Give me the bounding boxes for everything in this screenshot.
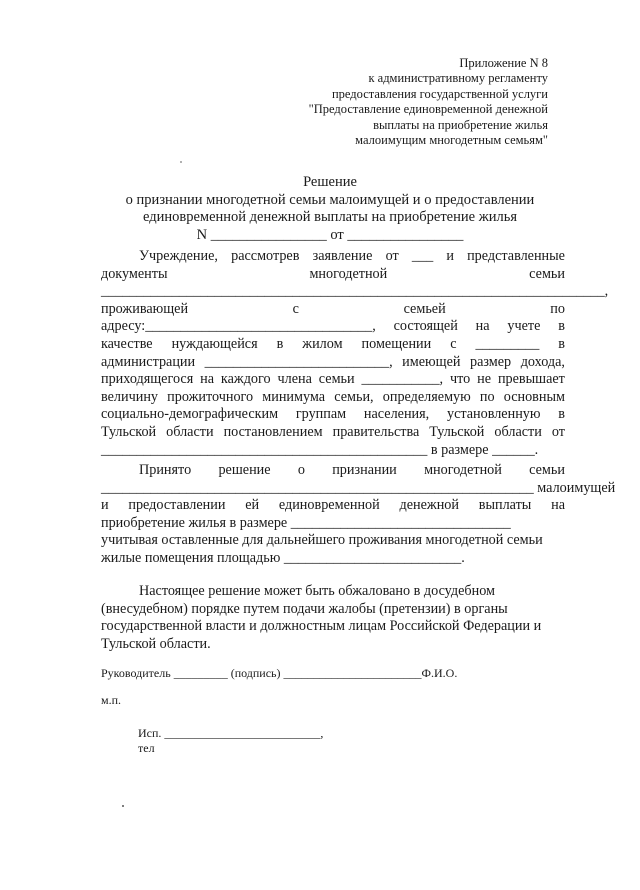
word: семьи	[529, 462, 565, 478]
word: не	[477, 371, 492, 388]
word: помещении	[361, 335, 432, 352]
word: по	[479, 388, 495, 405]
word: учете	[507, 318, 541, 335]
word: ___________,	[361, 371, 444, 388]
text-line: (внесудебном) порядке путем подачи жалобы (претензии) в органы	[101, 600, 508, 617]
text-line: Тульской области.	[101, 635, 211, 652]
executor-line: Исп. __________________________,	[138, 726, 324, 740]
paragraph-review	[101, 248, 609, 459]
annex-line: к административному регламенту	[368, 71, 548, 86]
word: на	[475, 318, 490, 335]
word: проживающей	[101, 300, 189, 317]
signature-line: Руководитель _________ (подпись) _______________________Ф.И.О.	[101, 666, 458, 680]
word: основным	[503, 388, 565, 405]
word: нуждающейся	[171, 335, 258, 352]
word: прожиточного	[167, 388, 254, 405]
word: определяемую	[382, 388, 471, 405]
text-line: Настоящее решение может быть обжаловано в досудебном	[139, 583, 496, 599]
title-heading: Решение	[303, 174, 357, 190]
word: в	[558, 335, 565, 352]
title-line: единовременной денежной выплаты на приобретение жилья	[142, 209, 517, 225]
word: и	[446, 248, 454, 264]
annex-line: "Предоставление единовременной денежной	[308, 102, 548, 117]
word: предоставлении	[128, 497, 226, 514]
word: Учреждение,	[139, 248, 218, 264]
word: постановлением	[223, 423, 323, 440]
blank-line: _______________________________________________________________________,	[101, 283, 609, 300]
word: документы	[101, 265, 168, 282]
text-line: приобретение жилья в размере _______________________________	[101, 514, 511, 531]
text-line: ______________________________________________ в размере ______.	[101, 441, 539, 458]
word: члена	[277, 371, 312, 388]
word: многодетной	[424, 462, 502, 478]
word: рассмотрев	[231, 248, 300, 264]
word: семьи	[318, 371, 355, 388]
annex-line: выплаты на приобретение жилья	[373, 117, 548, 132]
word: качестве	[101, 335, 153, 352]
text-line	[101, 318, 565, 336]
word: социально-демографическим	[101, 406, 279, 423]
word: представленные	[467, 248, 565, 264]
word: __________________________,	[204, 353, 393, 370]
text-line	[101, 301, 565, 319]
text-line	[101, 248, 565, 266]
word: денежной	[399, 497, 459, 514]
word: Тульской	[101, 423, 157, 440]
word: признании	[332, 462, 397, 478]
word: ___	[411, 248, 434, 264]
annex-line: Приложение N 8	[459, 56, 548, 70]
annex-line: предоставления государственной услуги	[331, 86, 548, 101]
word: семьи	[529, 265, 565, 282]
word: на	[551, 497, 565, 514]
word: решение	[218, 462, 271, 478]
scan-speck	[180, 161, 182, 163]
word: состоящей	[393, 318, 458, 335]
text-line	[101, 371, 565, 389]
word: Тульской	[429, 423, 485, 440]
paragraph-appeal	[101, 583, 565, 653]
word: каждого	[220, 371, 271, 388]
paragraph-decision	[101, 462, 616, 568]
word: многодетной	[309, 265, 388, 282]
word: с	[292, 300, 299, 317]
text-line	[101, 406, 565, 424]
word: области	[166, 423, 214, 440]
text-line	[101, 497, 565, 515]
word: от	[551, 423, 565, 440]
text-line: государственной власти и должностным лицам Российской Федерации и	[101, 618, 542, 635]
word: и	[101, 497, 109, 514]
word: населения,	[363, 406, 430, 423]
text-line	[101, 354, 565, 372]
word: области	[494, 423, 542, 440]
word: с	[450, 335, 457, 352]
word: минимума	[262, 388, 326, 405]
word: приходящегося	[101, 371, 194, 388]
text-line: учитывая оставленные для дальнейшего проживания многодетной семьи	[101, 532, 543, 549]
word: от	[385, 248, 399, 264]
word: имеющей	[402, 353, 461, 370]
word: о	[297, 462, 305, 478]
word: жилом	[302, 335, 343, 352]
word: по	[550, 300, 565, 317]
title-line: о признании многодетной семьи малоимущей и о предоставлении	[125, 191, 535, 208]
word: превышает	[497, 371, 565, 388]
text-line	[101, 389, 565, 407]
executor-block	[138, 726, 323, 756]
word: установленную	[446, 406, 541, 423]
word: группам	[295, 406, 347, 423]
word: семьи,	[334, 388, 374, 405]
annex-line: малоимущим многодетным семьям"	[355, 133, 548, 148]
title-number-line: N ________________ от ________________	[196, 226, 464, 243]
scan-speck	[122, 805, 124, 807]
word: правительства	[332, 423, 420, 440]
word: семьей	[403, 300, 446, 317]
word: адресу:________________________________,	[101, 318, 376, 335]
blank-line: _____________________________________________________________ малоимущей	[101, 479, 616, 496]
annex-header	[309, 56, 548, 148]
word: Принято	[139, 462, 192, 478]
word: дохода,	[520, 353, 565, 370]
word: в	[558, 318, 565, 335]
word: что	[450, 371, 471, 388]
word: выплаты	[478, 497, 532, 514]
decision-title	[100, 174, 560, 244]
word: единовременной	[278, 497, 380, 514]
word: в	[276, 335, 284, 352]
word: на	[200, 371, 215, 388]
text-line	[101, 336, 565, 354]
word: _________	[475, 335, 540, 352]
word: размер	[469, 353, 512, 370]
seal-place-label: м.п.	[101, 693, 122, 707]
phone-label: тел	[138, 741, 155, 755]
text-line: жилые помещения площадью _________________________.	[101, 549, 465, 566]
text-line	[101, 424, 565, 442]
word: заявление	[312, 248, 373, 264]
word: в	[558, 406, 565, 423]
text-line	[101, 266, 565, 284]
word: величину	[101, 388, 158, 405]
word: администрации	[101, 353, 196, 370]
text-line	[101, 462, 565, 480]
word: ей	[245, 497, 260, 514]
